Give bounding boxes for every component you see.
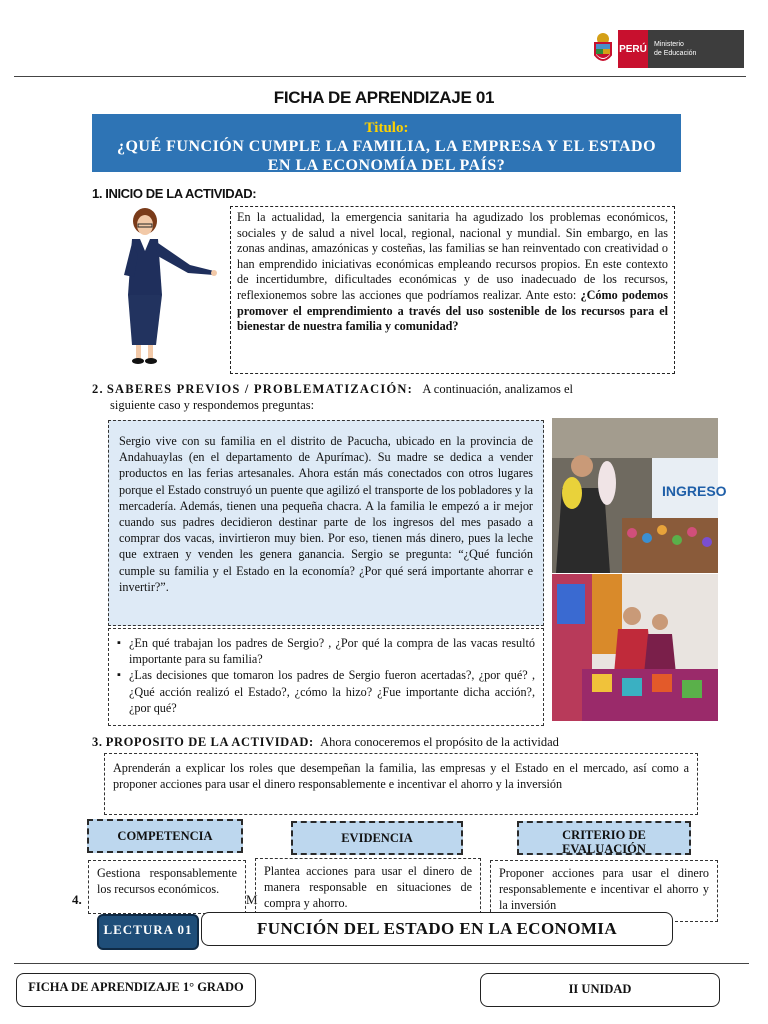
section3-heading: 3. PROPOSITO DE LA ACTIVIDAD: Ahora conoceremos el propósito de la actividad [92,735,559,749]
list-item: ▪ ¿En qué trabajan los padres de Sergio? , ¿Por qué la compra de las vacas resultó importante para su familia? [117,635,535,667]
case-text-box [108,420,544,626]
section2-intro-a: A continuación, analizamos el [422,382,573,396]
purpose-text: Aprenderán a explicar los roles que desempeñan la familia, las empresas y el Estado en el mercado, así como a proponer acciones para usar el dinero responsablemente e incentivar el ahorro y la inversión [113,761,689,791]
section1-heading: 1. INICIO DE LA ACTIVIDAD: [92,186,257,201]
case-text: Sergio vive con su familia en el distrito de Pacucha, ubicado en la provincia de Andahuaylas (en el departamento de Apurímac). Su madre se dedica a vender productos en las ferias artesanales. Ahora están más conectados con otros lugares porque el Estado construyó un puente que agilizó el transporte de los pobladores y la mercadería. Además, tienen una pequeña chacra. A la familia le empezó a ir mejor cuando sus padres decidieron destinar parte de los ingresos del mes pasado a comprar dos vacas, invirtieron muy bien. Por eso, tienen más dinero, pues la leche que extraen y venden les genera ganancia. Sergio se pregunta: “¿Qué función cumple su familia y el Estado en la economía? ¿Por qué será importante ahorrar e invertir?”. [119,434,533,594]
intro-text: En la actualidad, la emergencia sanitaria ha agudizado los problemas económicos, sociales y de salud a nivel local, regional, nacional y mundial. Sin embargo, en las zonas andinas, amazónicas y costeñas, las familias se han reinventado con creatividad o han emprendido iniciativas económicas empleando recursos propios. En este contexto de incertidumbre, dificultades económicas y de uso inadecuado de los recursos, reflexionemos sobre las acciones que podríamos realizar. Ante esto: [237,210,668,302]
list-item: ▪ ¿Las decisiones que tomaron los padres de Sergio fueron acertadas?, ¿por qué? , ¿Qué acción realizó el Estado?, ¿cómo la hizo? ¿Fue importante dicha acción?, ¿por qué? [117,667,535,716]
purpose-box [104,753,698,815]
market-photo-bottom [552,574,718,721]
ministry-label: Ministerio de Educación [648,30,744,68]
section2-heading: 2. SABERES PREVIOS / PROBLEMATIZACIÓN: A continuación, analizamos el siguiente caso y respondemos preguntas: [92,381,667,413]
footer-divider [14,963,749,964]
peru-label: PERÚ [618,30,648,68]
table-header-competencia: COMPETENCIA [87,819,243,853]
teacher-illustration [110,205,220,365]
table-cell-competencia: Gestiona responsablemente los recursos económicos. [88,860,246,914]
intro-text-box [230,206,675,374]
lectura-title: FUNCIÓN DEL ESTADO EN LA ECONOMIA [201,912,673,946]
table-header-criterio: CRITERIO DE EVALUACIÓN [517,821,691,855]
ingreso-sign: INGRESO [662,483,727,499]
section4-partial: M [246,892,258,907]
banner-title: ¿QUÉ FUNCIÓN CUMPLE LA FAMILIA, LA EMPRESA Y EL ESTADO EN LA ECONOMÍA DEL PAÍS? [116,138,657,174]
table-cell-criterio: Proponer acciones para usar el dinero responsablemente e incentivar el ahorro y la inversión [490,860,718,922]
banner-label: Titulo: [364,120,409,136]
title-banner [92,114,681,172]
minedu-logo [590,30,746,68]
section2-title: SABERES PREVIOS / PROBLEMATIZACIÓN: [106,382,413,396]
questions-list [117,635,535,716]
lectura-badge: LECTURA 01 [97,914,199,950]
market-photo-top [552,418,727,573]
page-title: FICHA DE APRENDIZAJE 01 [273,88,495,107]
section4-number: 4. [72,892,82,907]
footer-ficha: FICHA DE APRENDIZAJE 1° GRADO [16,973,256,1007]
coat-of-arms-icon [590,31,616,67]
table-cell-evidencia: Plantea acciones para usar el dinero de manera responsable en situaciones de compra y ahorro. [255,858,481,914]
footer-unidad: II UNIDAD [480,973,720,1007]
section2-intro-b: siguiente caso y respondemos preguntas: [110,398,315,412]
questions-box [108,628,544,726]
table-header-evidencia: EVIDENCIA [291,821,463,855]
section3-title: PROPOSITO DE LA ACTIVIDAD: [105,735,314,749]
intro-question: ¿Cómo podemos promover el emprendimiento a través del uso sostenible de los recursos para el bienestar de nuestra familia y comunidad? [237,287,668,334]
header-divider [14,76,746,77]
section3-intro: Ahora conoceremos el propósito de la actividad [320,735,559,749]
